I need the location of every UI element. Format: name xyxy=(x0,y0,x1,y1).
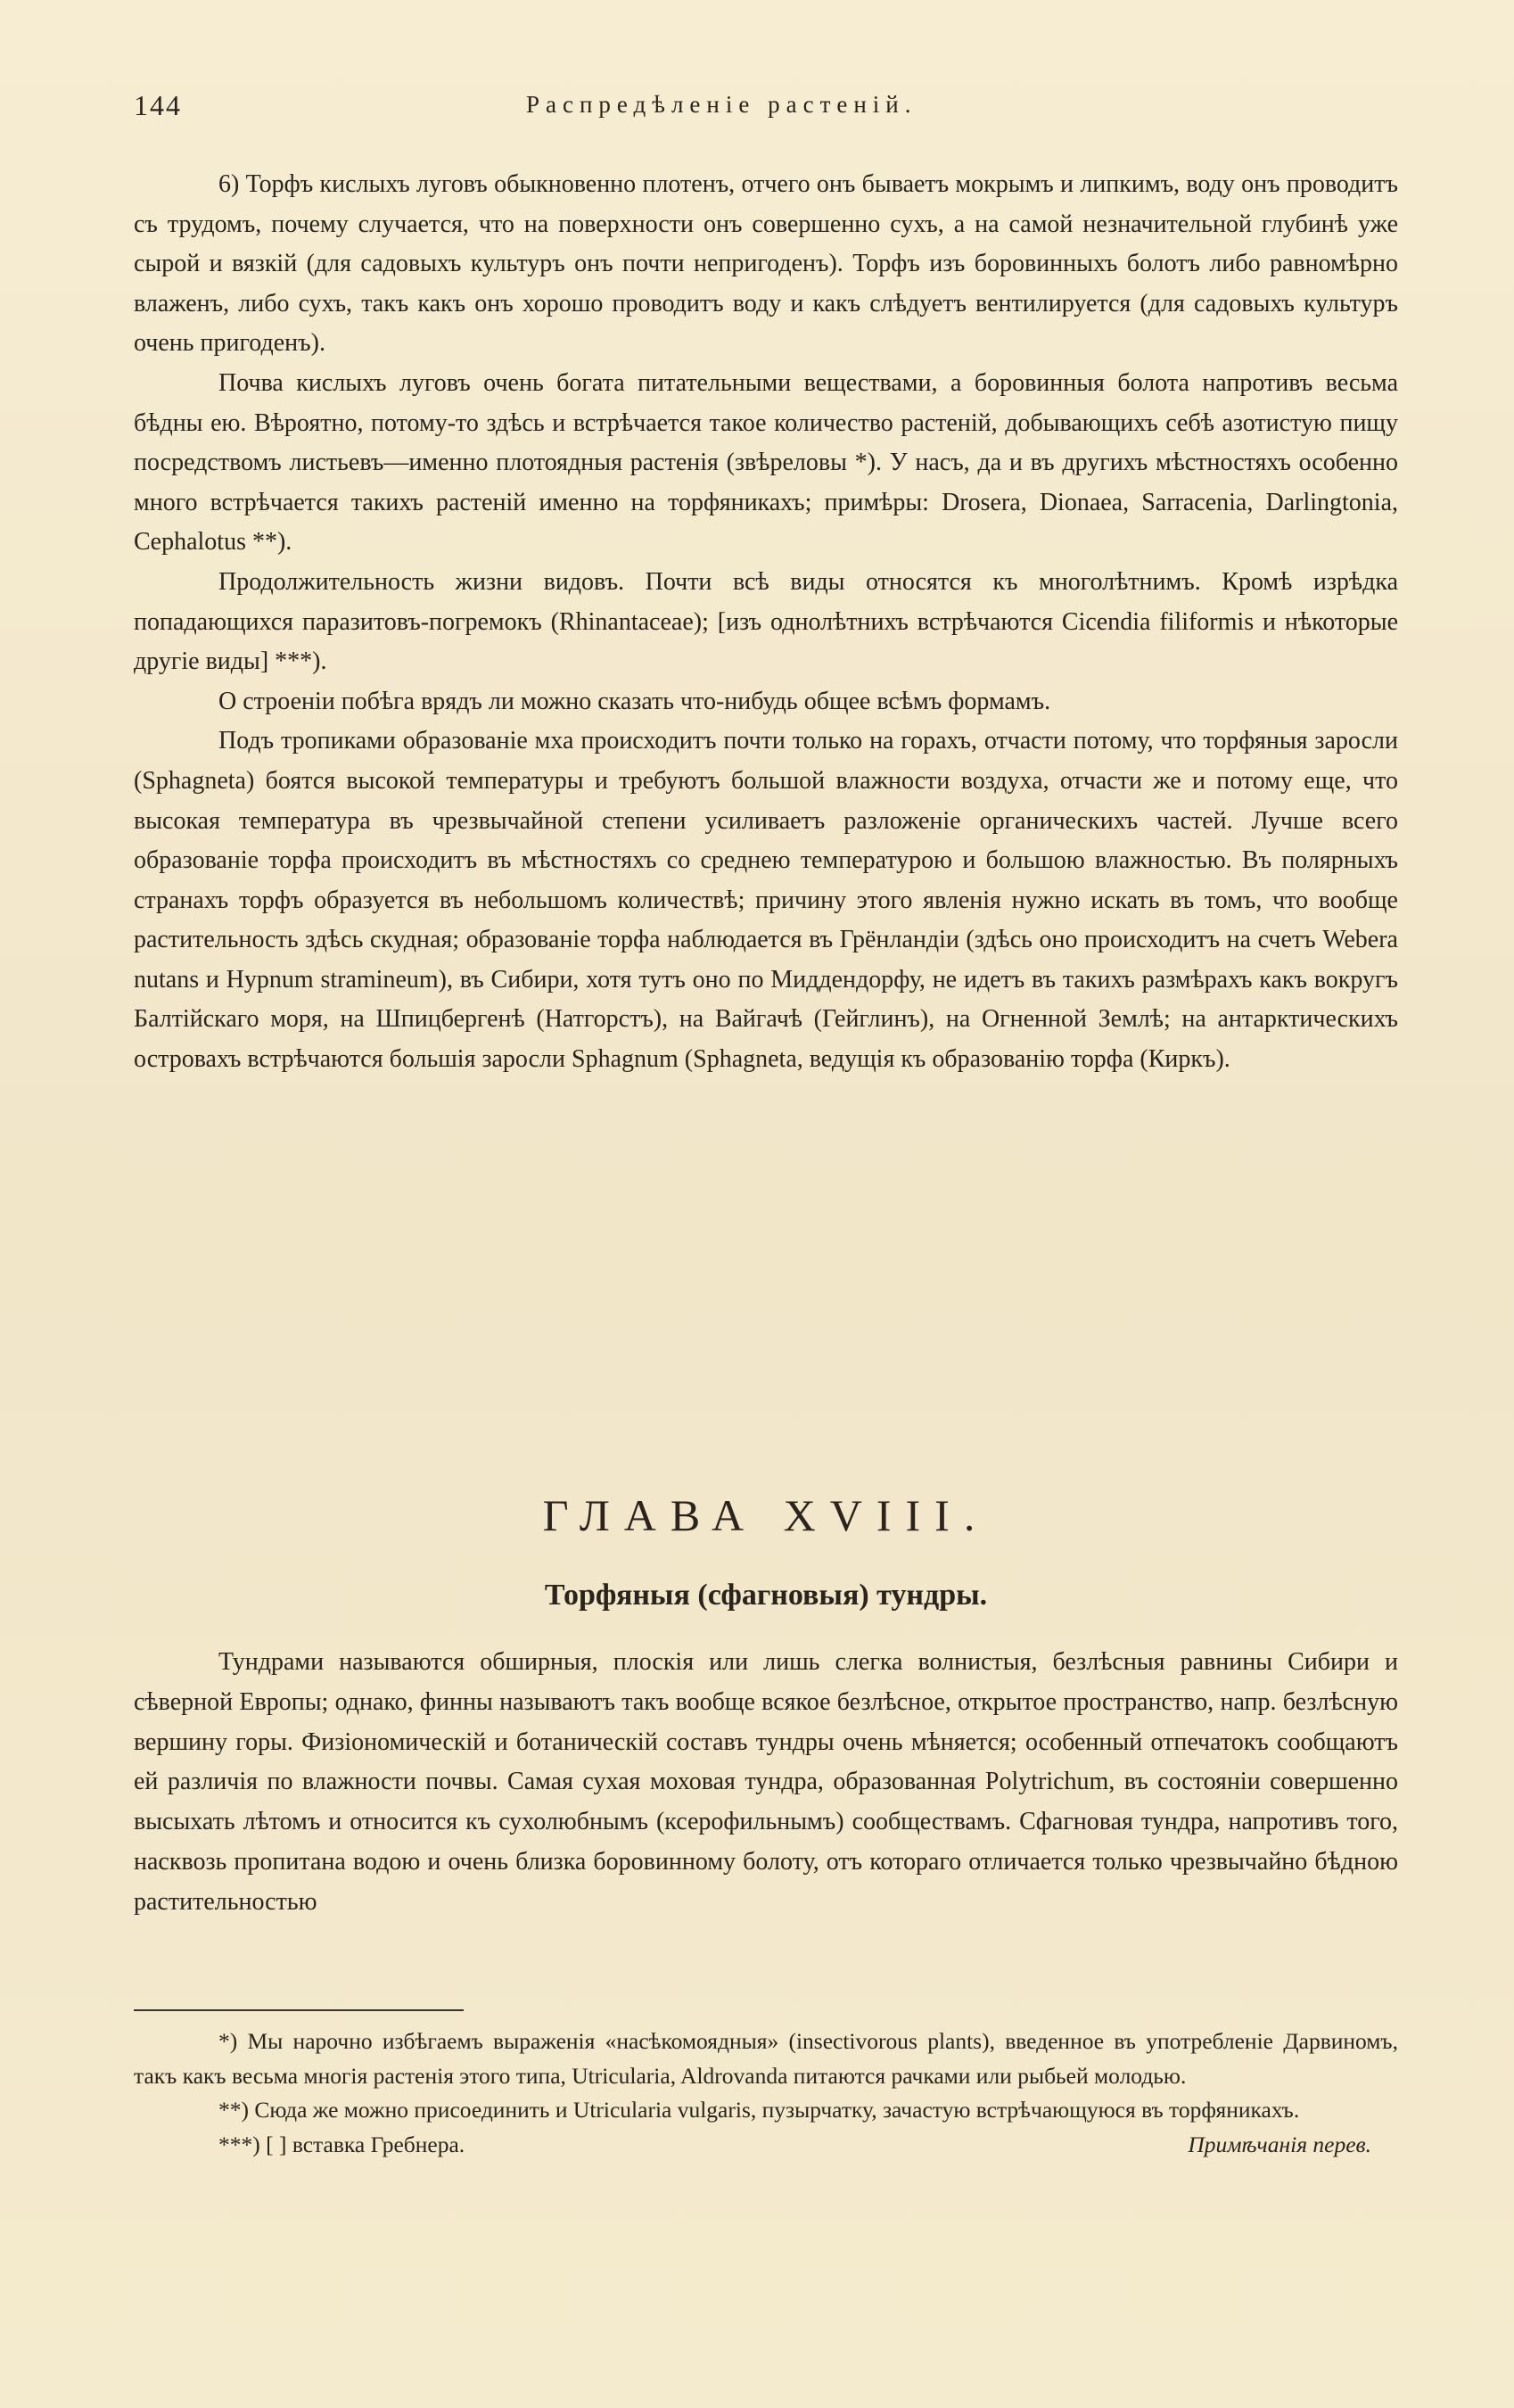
page-header xyxy=(134,89,1400,134)
footnote-signature: Примѣчанія перев. xyxy=(1188,2131,1371,2157)
paragraph: Подъ тропиками образованіе мха происходитъ почти только на горахъ, отчасти потому, что торфяныя заросли (Sphagneta) боятся высокой температуры и требуютъ большой влажности воздуха, отчасти же и потому еще, что высокая температура въ чрезвычайной степени усиливаетъ разложеніе органическихъ частей. Лучше всего образованіе торфа происходитъ въ мѣстностяхъ со среднею температурою и большою влажностью. Въ полярныхъ странахъ торфъ образуется въ небольшомъ количествѣ; причину этого явленія нужно искать въ томъ, что вообще растительность здѣсь скудная; образованіе торфа наблюдается въ Грёнландіи (здѣсь оно происходитъ на счетъ Webera nutans и Hypnum stramineum), въ Сибири, хотя тутъ оно по Миддендорфу, не идетъ въ такихъ размѣрахъ какъ вокругъ Балтійскаго моря, на Шпицбергенѣ (Натгорстъ), на Вайгачѣ (Гейглинъ), на Огненной Землѣ; на антарктическихъ островахъ встрѣчаются большія заросли Sphagnum (Sphagneta, ведущія къ образованію торфа (Киркъ). xyxy=(134,727,1398,1074)
paragraph: Продолжительность жизни видовъ. Почти всѣ виды относятся къ многолѣтнимъ. Кромѣ изрѣдка попадающихся паразитовъ-погремокъ (Rhinantaceae); [изъ однолѣтнихъ встрѣчаются Cicendia filiformis и нѣкоторые другіе виды] ***). xyxy=(134,567,1398,676)
footnotes xyxy=(134,2025,1398,2162)
chapter-subtitle: Торфяныя (сфагновыя) тундры. xyxy=(544,1579,988,1612)
paragraph: Тундрами называются обширныя, плоскія или лишь слегка волнистыя, безлѣсныя равнины Сибири и сѣверной Европы; однако, финны называютъ такъ вообще всякое безлѣсное, открытое пространство, напр. безлѣсную вершину горы. Физіономическій и ботаническій составъ тундры очень мѣняется; особенный отпечатокъ сообщаютъ ей различія по влажности почвы. Самая сухая моховая тундра, образованная Polytrichum, въ состояніи совершенно высыхать лѣтомъ и относится къ сухолюбнымъ (ксерофильнымъ) сообществамъ. Сфагновая тундра, напротивъ того, насквозь пропитана водою и очень близка боровинному болоту, отъ котораго отличается только чрезвычайно бѣдною растительностью xyxy=(134,1648,1398,1916)
footnote: *) Мы нарочно избѣгаемъ выраженія «насѣкомоядныя» (insectivorous plants), введенное въ употребленіе Дарвиномъ, такъ какъ весьма многія растенія этого типа, Utricularia, Aldrovanda питаются рачками или рыбьей молодью. xyxy=(134,2028,1398,2089)
paragraph: Почва кислыхъ луговъ очень богата питательными веществами, а боровинныя болота напротивъ весьма бѣдны ею. Вѣроятно, потому-то здѣсь и встрѣчается такое количество растеній, добывающихъ себѣ азотистую пищу посредствомъ листьевъ—именно плотоядныя растенія (звѣреловы *). У насъ, да и въ другихъ мѣстностяхъ особенно много встрѣчается такихъ растеній именно на торфяникахъ; примѣры: Drosera, Dionaea, Sarracenia, Darlingtonia, Cephalotus **). xyxy=(134,368,1398,557)
chapter-title: ГЛАВА XVIII. xyxy=(542,1490,990,1540)
footnote: ***) [ ] вставка Гребнера. xyxy=(218,2131,465,2157)
footnote-text: **) Сюда же можно присоединить и Utricularia vulgaris, пузырчатку, зачастую встрѣчающуюся въ торфяникахъ. xyxy=(218,2097,1300,2123)
paragraph: О строеніи побѣга врядъ ли можно сказать что-нибудь общее всѣмъ формамъ. xyxy=(218,687,1051,715)
footnote-divider xyxy=(134,2009,464,2011)
chapter-text xyxy=(134,1643,1398,1923)
running-title: Распредѣленіе растеній. xyxy=(526,91,917,118)
paragraph: 6) Торфъ кислыхъ луговъ обыкновенно плотенъ, отчего онъ бываетъ мокрымъ и липкимъ, воду онъ проводитъ съ трудомъ, почему случается, что на поверхности онъ совершенно сухъ, а на самой незначительной глубинѣ уже сырой и вязкій (для садовыхъ культуръ онъ почти непригоденъ). Торфъ изъ боровинныхъ болотъ либо равномѣрно влаженъ, либо сухъ, такъ какъ онъ хорошо проводитъ воду и какъ слѣдуетъ вентилируется (для садовыхъ культуръ очень пригоденъ). xyxy=(134,170,1398,358)
main-text xyxy=(134,165,1398,1080)
page-number: 144 xyxy=(134,89,182,121)
